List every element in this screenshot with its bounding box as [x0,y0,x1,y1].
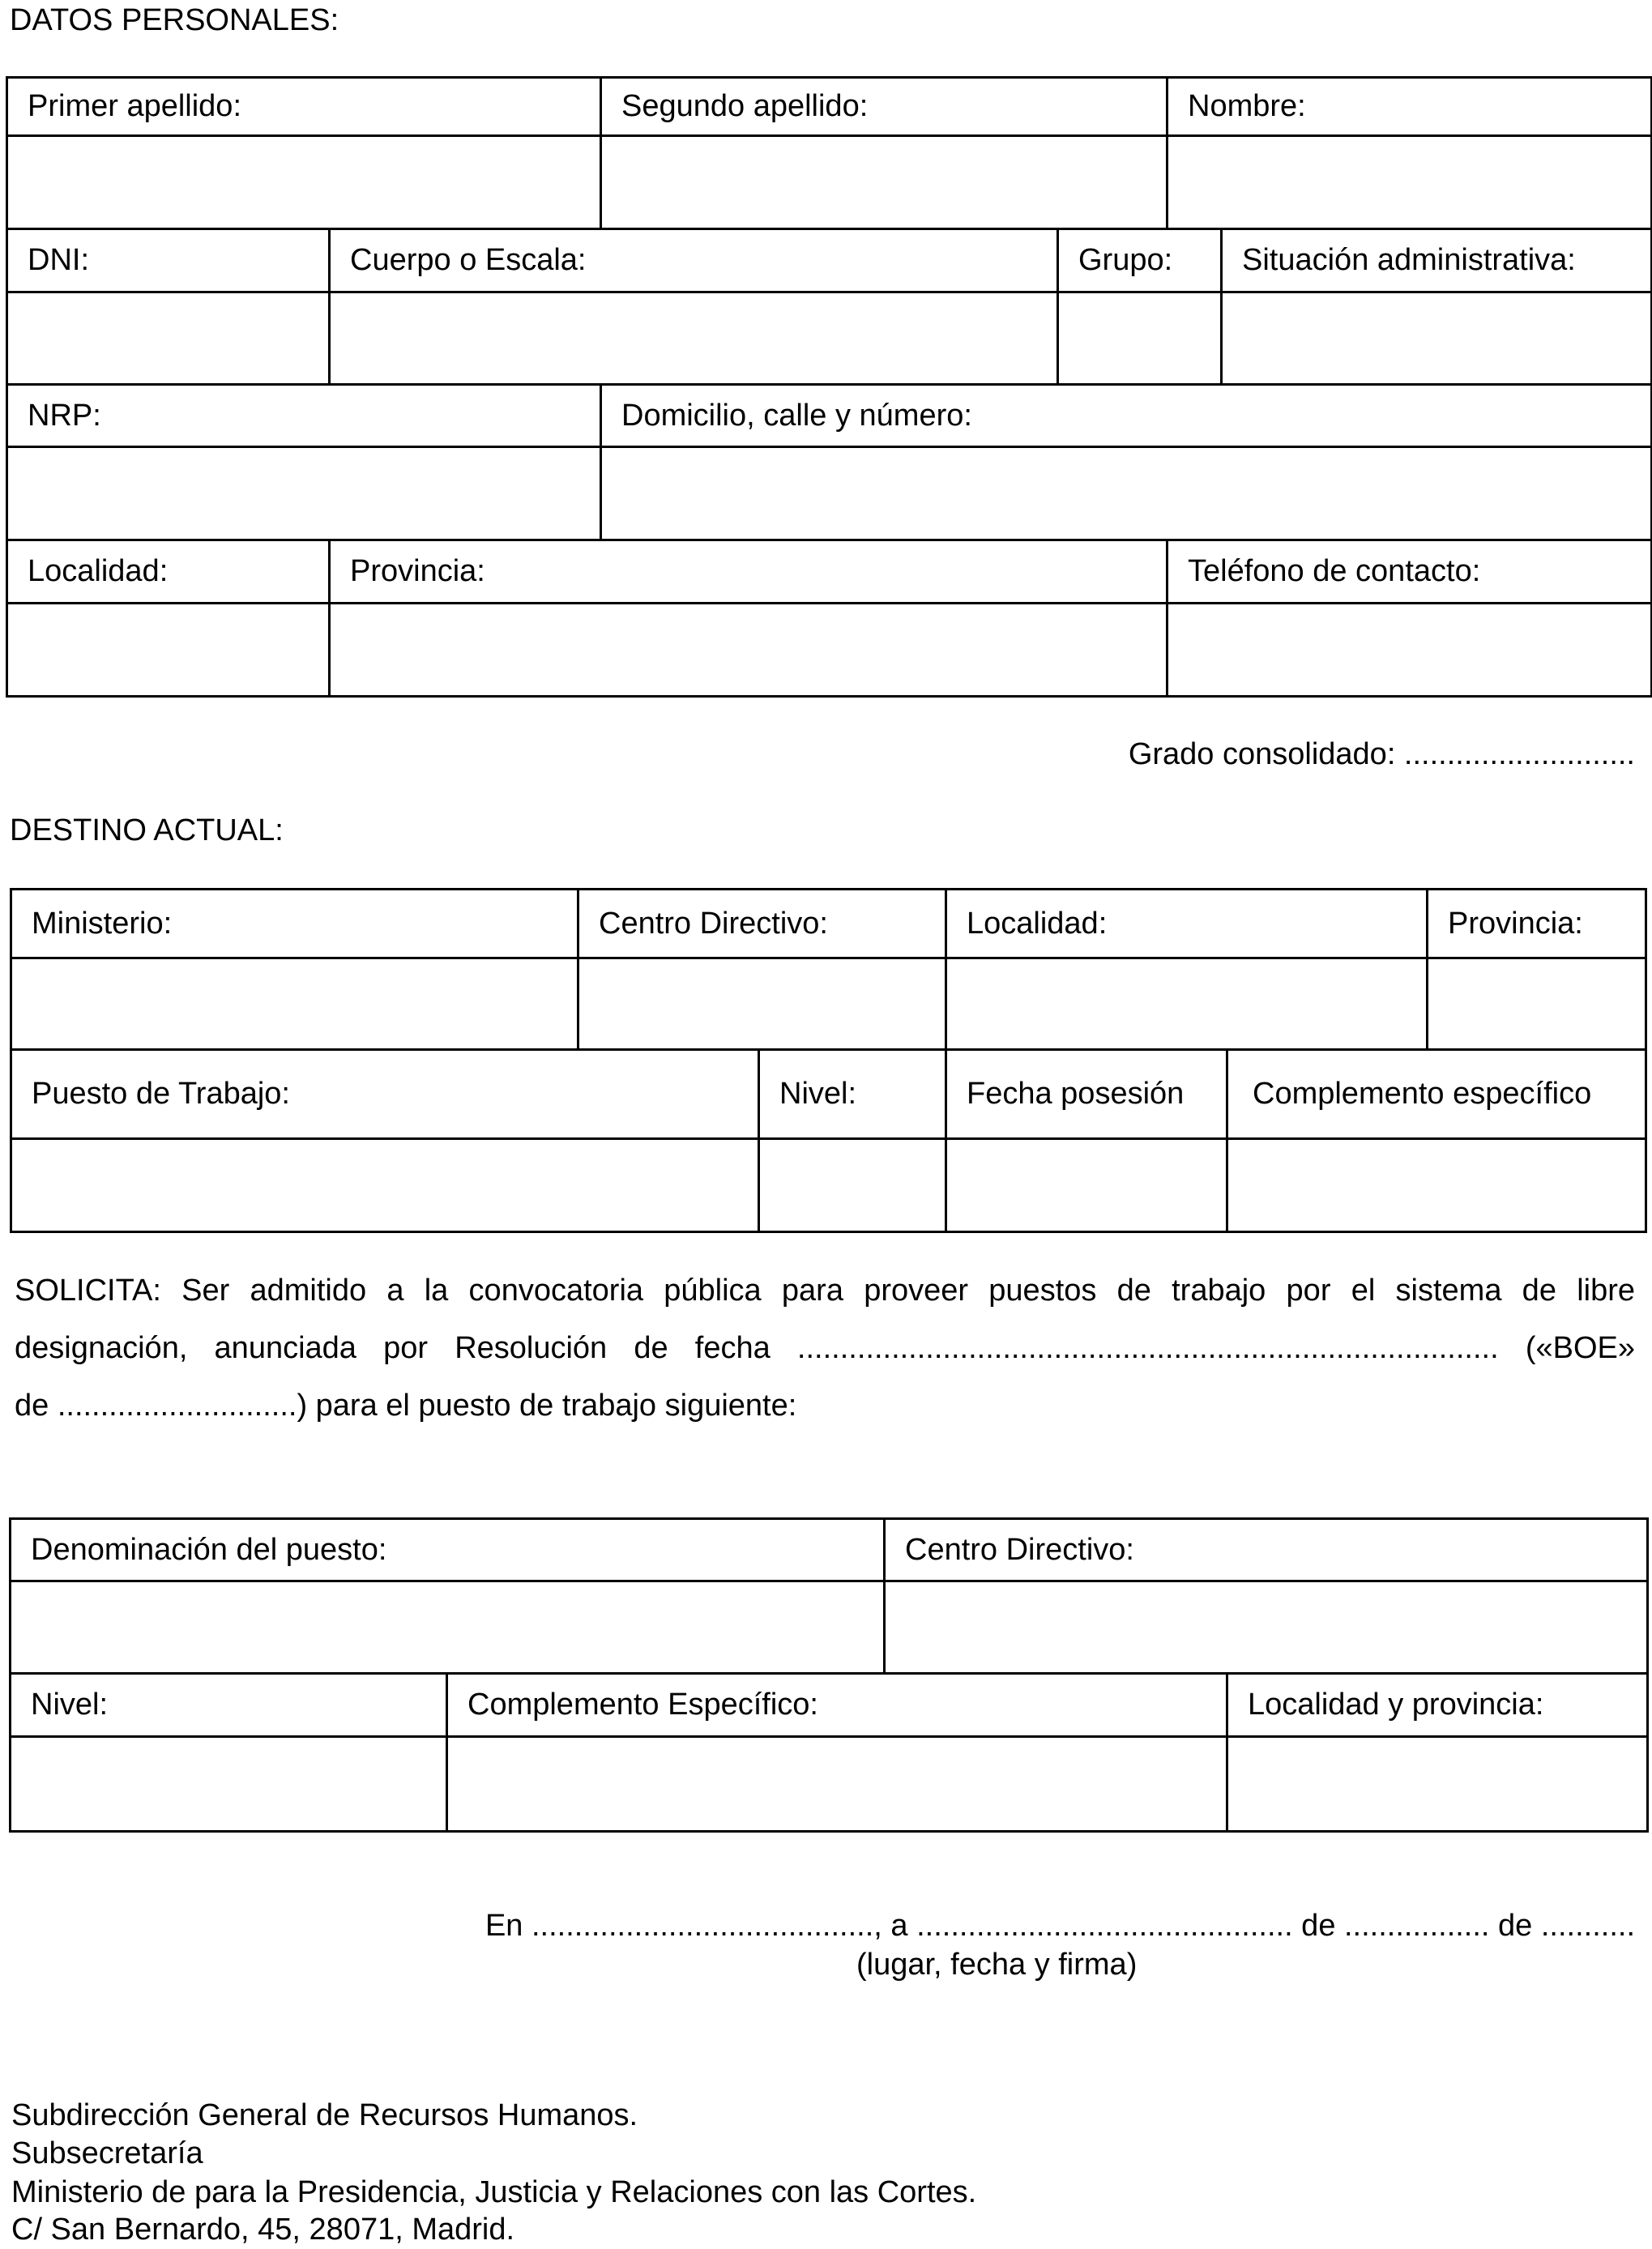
solicita-paragraph [15,1262,1635,1435]
label-grupo: Grupo: [1058,229,1222,292]
solicita-line-1: SOLICITA: Ser admitido a la convocatoria pública para proveer puestos de trabajo por el sistema de libre [15,1274,1635,1308]
field-localidad[interactable] [7,604,330,697]
signature-line: En ........................................, a ............................................ de ................. de ........... [485,1909,1635,1943]
field-fecha-posesion[interactable] [946,1139,1227,1232]
personal-data-row-dni [6,228,1652,386]
field-situacion[interactable] [1222,292,1652,385]
signature-caption: (lugar, fecha y firma) [856,1948,1138,1982]
field-centro-directivo-solicitado[interactable] [885,1581,1648,1674]
field-localidad-provincia[interactable] [1227,1737,1648,1832]
label-ministerio: Ministerio: [11,890,578,958]
label-puesto-trabajo: Puesto de Trabajo: [11,1050,759,1139]
field-nivel-solicitado[interactable] [11,1737,447,1832]
label-nivel-solicitado: Nivel: [11,1674,447,1737]
destino-row-ministerio [10,888,1647,1051]
label-cuerpo: Cuerpo o Escala: [330,229,1058,292]
field-complemento-solicitado[interactable] [447,1737,1227,1832]
field-ministerio[interactable] [11,958,578,1050]
label-situacion: Situación administrativa: [1222,229,1652,292]
field-segundo-apellido[interactable] [601,136,1167,229]
label-nrp: NRP: [7,385,601,447]
field-puesto-trabajo[interactable] [11,1139,759,1232]
field-centro-directivo[interactable] [578,958,946,1050]
label-localidad: Localidad: [946,890,1428,958]
label-dni: DNI: [7,229,330,292]
field-nrp[interactable] [7,447,601,540]
label-localidad-provincia: Localidad y provincia: [1227,1674,1648,1737]
label-nivel: Nivel: [759,1050,946,1139]
label-denominacion: Denominación del puesto: [11,1519,885,1581]
field-denominacion[interactable] [11,1581,885,1674]
field-domicilio[interactable] [601,447,1652,540]
label-centro-directivo-solicitado: Centro Directivo: [885,1519,1648,1581]
grado-consolidado: Grado consolidado: ........................... [1128,737,1635,771]
field-primer-apellido[interactable] [7,136,601,229]
destino-row-puesto [10,1048,1647,1233]
label-segundo-apellido: Segundo apellido: [601,78,1167,136]
footer-line-1: Subdirección General de Recursos Humanos. [11,2098,638,2132]
label-provincia: Provincia: [330,540,1167,604]
datos-personales-heading: DATOS PERSONALES: [10,3,339,37]
label-telefono: Teléfono de contacto: [1167,540,1652,604]
personal-data-row-names [6,76,1652,230]
label-fecha-posesion: Fecha posesión [946,1050,1227,1139]
puesto-row-nivel [9,1672,1649,1833]
label-provincia: Provincia: [1428,890,1646,958]
label-primer-apellido: Primer apellido: [7,78,601,136]
field-cuerpo[interactable] [330,292,1058,385]
field-nombre[interactable] [1167,136,1652,229]
label-complemento-solicitado: Complemento Específico: [447,1674,1227,1737]
solicita-line-3: de ............................) para el puesto de trabajo siguiente: [15,1389,797,1423]
field-localidad[interactable] [946,958,1428,1050]
label-complemento-especifico: Complemento específico [1227,1050,1646,1139]
label-nombre: Nombre: [1167,78,1652,136]
footer-line-4: C/ San Bernardo, 45, 28071, Madrid. [11,2213,515,2247]
personal-data-row-nrp [6,383,1652,541]
field-dni[interactable] [7,292,330,385]
field-provincia[interactable] [1428,958,1646,1050]
field-complemento-especifico[interactable] [1227,1139,1646,1232]
field-nivel[interactable] [759,1139,946,1232]
field-telefono[interactable] [1167,604,1652,697]
label-centro-directivo: Centro Directivo: [578,890,946,958]
label-localidad: Localidad: [7,540,330,604]
solicita-line-2: designación, anunciada por Resolución de fecha .................................................................................. («BOE» [15,1331,1635,1365]
destino-actual-heading: DESTINO ACTUAL: [10,813,284,847]
field-grupo[interactable] [1058,292,1222,385]
footer-line-2: Subsecretaría [11,2136,203,2170]
personal-data-row-localidad [6,539,1652,698]
footer-line-3: Ministerio de para la Presidencia, Justicia y Relaciones con las Cortes. [11,2175,977,2209]
puesto-row-denominacion [9,1517,1649,1675]
field-provincia[interactable] [330,604,1167,697]
label-domicilio: Domicilio, calle y número: [601,385,1652,447]
